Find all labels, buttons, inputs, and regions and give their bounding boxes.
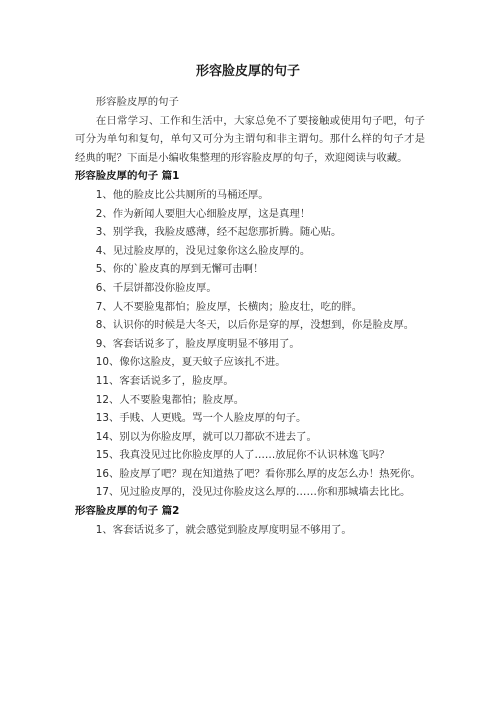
- list-item: 8、认识你的时候是大冬天，以后你是穿的厚，没想到，你是脸皮厚。: [95, 319, 415, 332]
- section-heading: 形容脸皮厚的句子 篇1: [75, 170, 180, 183]
- list-item: 13、手贱、人更贱。骂一个人脸皮厚的句子。: [95, 412, 307, 425]
- list-item: 2、作为新闻人要胆大心细脸皮厚，这是真理！: [95, 207, 311, 220]
- list-item: 16、脸皮厚了吧？现在知道热了吧？看你那么厚的皮怎么办！热死你。: [95, 467, 421, 480]
- document-title: 形容脸皮厚的句子: [195, 64, 300, 79]
- list-item: 1、他的脸皮比公共厕所的马桶还厚。: [95, 188, 269, 201]
- list-item: 9、客套话说多了，脸皮厚度明显不够用了。: [95, 337, 300, 350]
- list-item: 15、我真没见过比你脸皮厚的人了……放屁你不认识林逸飞吗？: [95, 449, 390, 462]
- list-item: 10、像你这脸皮，夏天蚊子应该扎不进。: [95, 356, 286, 369]
- list-item: 17、见过脸皮厚的，没见过你脸皮这么厚的……你和那城墙去比比。: [95, 486, 411, 499]
- list-item: 6、千层饼都没你脸皮厚。: [95, 281, 217, 294]
- list-item: 12、人不要脸鬼都怕；脸皮厚。: [95, 393, 245, 406]
- list-item: 3、别学我，我脸皮感薄，经不起您那折腾。随心贴。: [95, 226, 342, 239]
- list-item: 1、客套话说多了，就会感觉到脸皮厚度明显不够用了。: [95, 523, 352, 536]
- list-item: 5、你的`脸皮真的厚到无懈可击啊！: [95, 263, 264, 276]
- list-item: 4、见过脸皮厚的，没见过象你这么脸皮厚的。: [95, 244, 311, 257]
- document-body: [75, 93, 425, 539]
- list-item: 14、别以为你脸皮厚，就可以刀都砍不进去了。: [95, 430, 317, 443]
- document-subtitle: 形容脸皮厚的句子: [95, 96, 179, 108]
- list-item: 7、人不要脸鬼都怕；脸皮厚，长横肉；脸皮壮，吃的胖。: [95, 300, 363, 313]
- list-item: 11、客套话说多了，脸皮厚。: [95, 374, 234, 387]
- section-heading: 形容脸皮厚的句子 篇2: [75, 505, 180, 518]
- intro-paragraph: 在日常学习、工作和生活中，大家总免不了要接触或使用句子吧，句子可分为单句和复句，单句又可分为主谓句和非主谓句。那什么样的句子才是经典的呢？下面是小编收集整理的形容脸皮厚的句子，欢迎阅读与收藏。: [75, 114, 425, 164]
